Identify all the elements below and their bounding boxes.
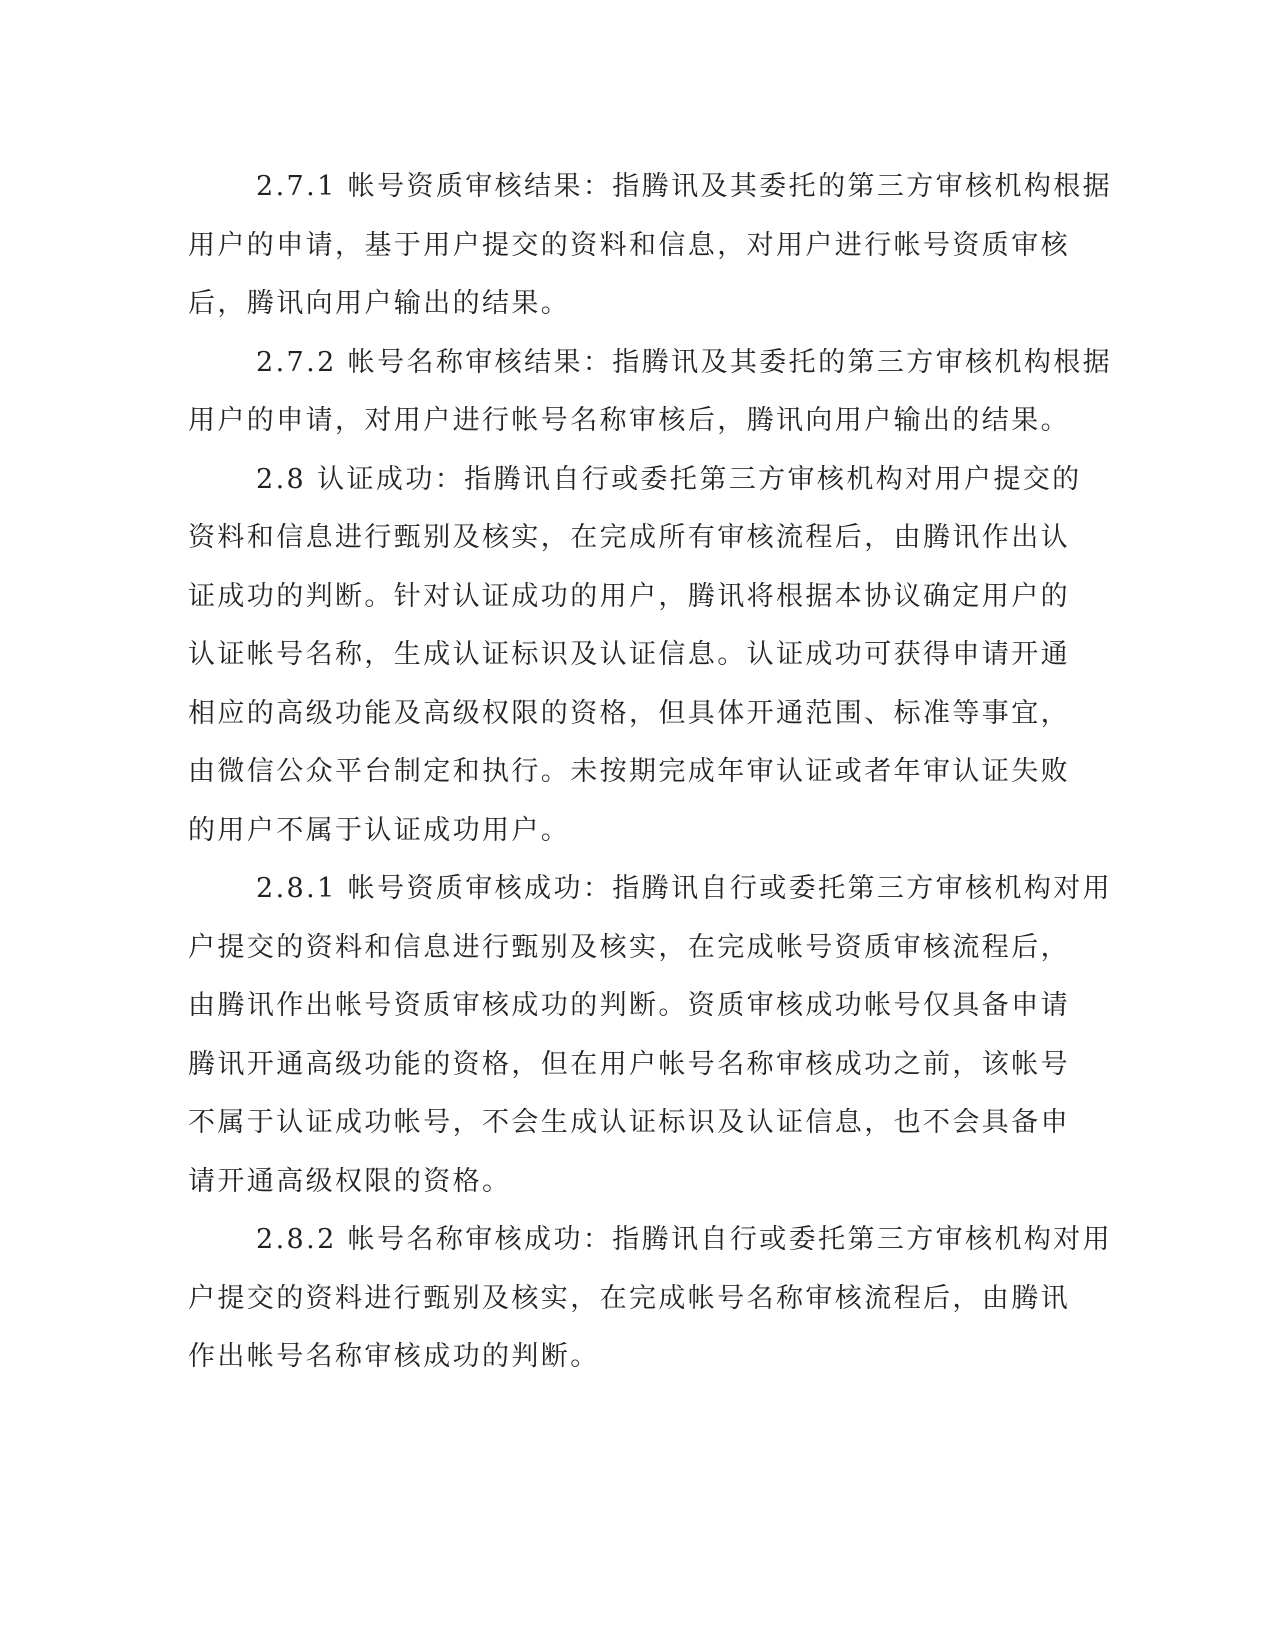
text-line: 认证帐号名称，生成认证标识及认证信息。认证成功可获得申请开通	[188, 639, 1070, 670]
text-line: 请开通高级权限的资格。	[188, 1165, 512, 1197]
text-line: 2.8 认证成功：指腾讯自行或委托第三方审核机构对用户提交的	[256, 463, 1082, 495]
text-line: 2.7.2 帐号名称审核结果：指腾讯及其委托的第三方审核机构根据	[256, 346, 1113, 378]
text-line: 证成功的判断。针对认证成功的用户，腾讯将根据本协议确定用户的	[188, 580, 1070, 612]
document-body	[188, 158, 1113, 1387]
text-line: 后，腾讯向用户输出的结果。	[188, 288, 571, 319]
text-line: 不属于认证成功帐号，不会生成认证标识及认证信息，也不会具备申	[188, 1107, 1070, 1138]
text-line: 户提交的资料和信息进行甄别及核实，在完成帐号资质审核流程后，	[188, 931, 1070, 963]
text-line: 用户的申请，对用户进行帐号名称审核后，腾讯向用户输出的结果。	[188, 405, 1070, 436]
text-line: 资料和信息进行甄别及核实，在完成所有审核流程后，由腾讯作出认	[188, 522, 1070, 553]
text-line: 作出帐号名称审核成功的判断。	[188, 1341, 600, 1372]
text-line: 用户的申请，基于用户提交的资料和信息，对用户进行帐号资质审核	[188, 229, 1070, 261]
text-line: 的用户不属于认证成功用户。	[188, 814, 571, 846]
text-line: 由腾讯作出帐号资质审核成功的判断。资质审核成功帐号仅具备申请	[188, 990, 1070, 1021]
text-line: 2.7.1 帐号资质审核结果：指腾讯及其委托的第三方审核机构根据	[256, 171, 1113, 202]
paragraph-2-8-1	[188, 860, 1113, 1211]
text-line: 户提交的资料进行甄别及核实，在完成帐号名称审核流程后，由腾讯	[188, 1282, 1070, 1314]
text-line: 由微信公众平台制定和执行。未按期完成年审认证或者年审认证失败	[188, 756, 1070, 787]
text-line: 2.8.2 帐号名称审核成功：指腾讯自行或委托第三方审核机构对用	[256, 1224, 1113, 1255]
text-line: 2.8.1 帐号资质审核成功：指腾讯自行或委托第三方审核机构对用	[256, 873, 1113, 904]
paragraph-2-7-2	[188, 334, 1113, 451]
paragraph-2-8	[188, 451, 1082, 861]
paragraph-2-8-2	[188, 1211, 1113, 1387]
text-line: 腾讯开通高级功能的资格，但在用户帐号名称审核成功之前，该帐号	[188, 1048, 1070, 1080]
paragraph-2-7-1	[188, 158, 1113, 334]
text-line: 相应的高级功能及高级权限的资格，但具体开通范围、标准等事宜，	[188, 697, 1070, 729]
